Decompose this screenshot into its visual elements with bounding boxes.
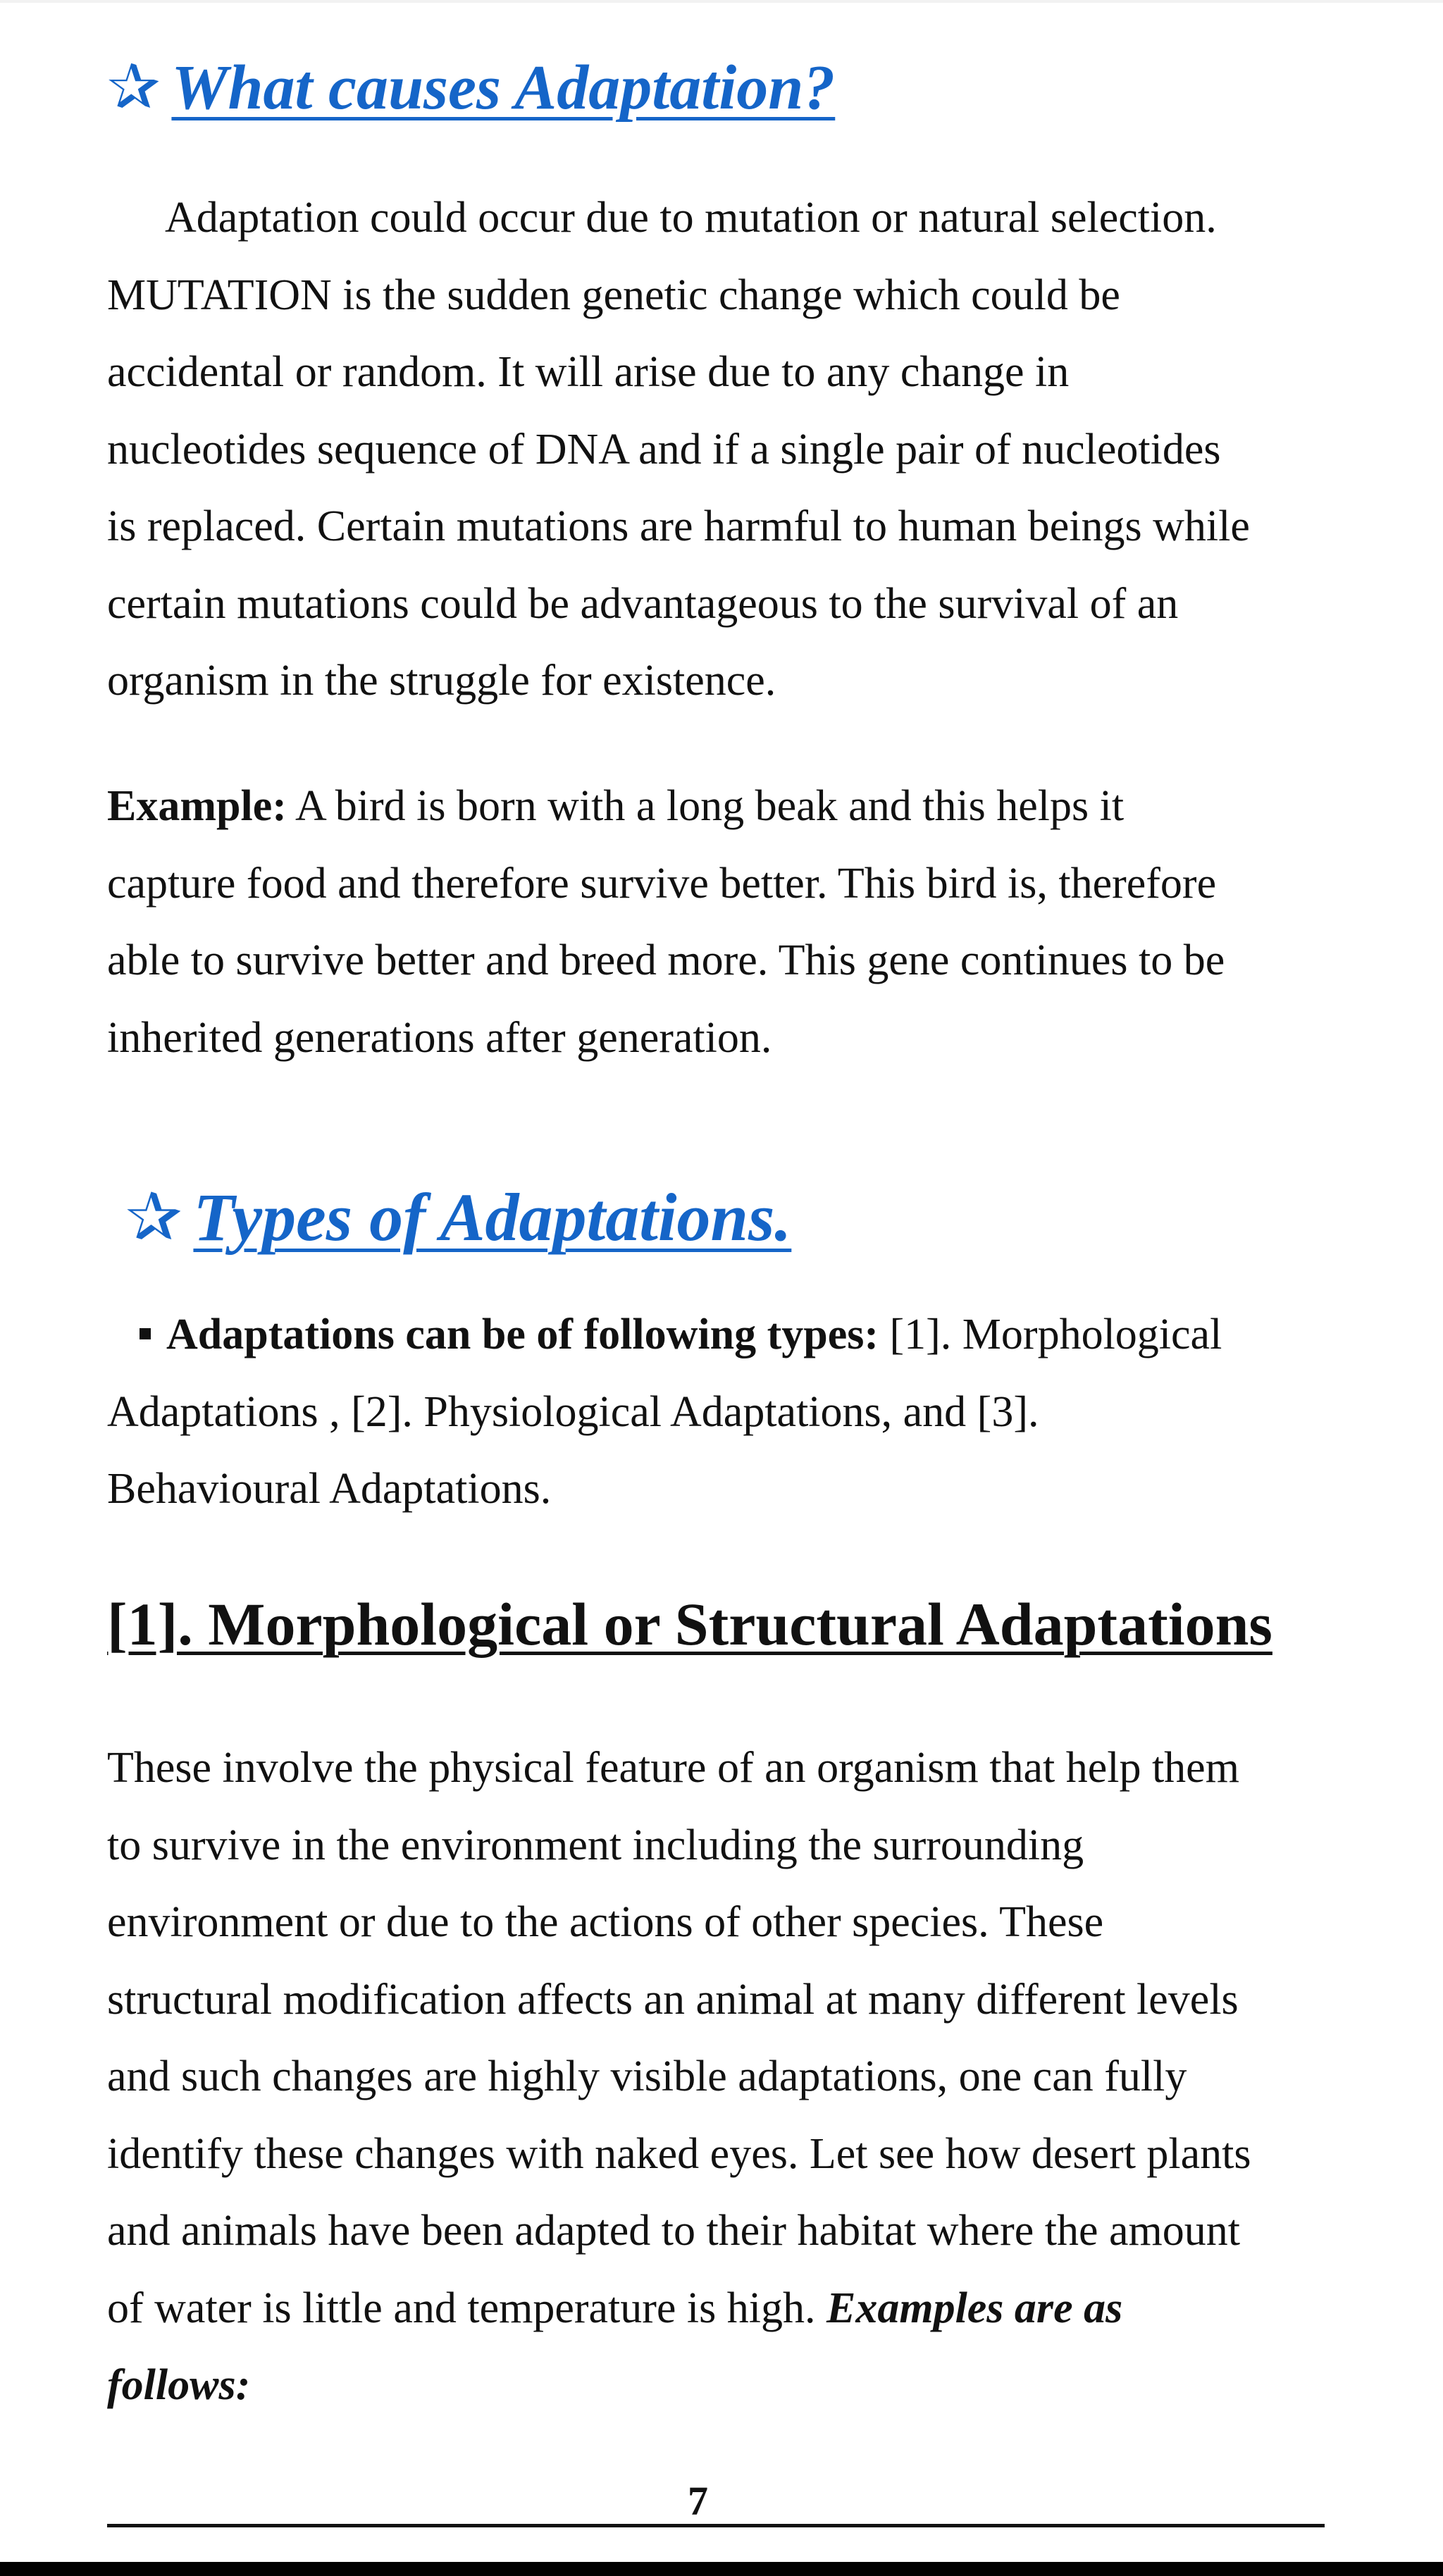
text-line: and animals have been adapted to their habitat where the amount — [107, 2207, 1240, 2255]
emphasis-examples: Examples are as — [826, 2284, 1123, 2332]
page-number: 7 — [688, 2478, 708, 2524]
text-line: nucleotides sequence of DNA and if a single pair of nucleotides — [107, 425, 1221, 473]
text-line — [107, 768, 1347, 846]
text-line — [107, 180, 1347, 257]
paragraph-morphological — [107, 1730, 1347, 2425]
square-bullet-icon — [140, 1328, 151, 1339]
text-line: Behavioural Adaptations. — [107, 1465, 552, 1513]
bullet-label: Adaptations can be of following types: — [166, 1311, 879, 1358]
text-line: certain mutations could be advantageous to the survival of an — [107, 579, 1179, 628]
emphasis-follows: follows: — [107, 2361, 251, 2409]
text-line: environment or due to the actions of other species. These — [107, 1898, 1104, 1946]
heading-what-causes-adaptation — [107, 49, 835, 127]
text-line — [107, 1296, 1347, 1374]
text-line: and such changes are highly visible adaptations, one can fully — [107, 2052, 1187, 2100]
text-line: Adaptations , [2]. Physiological Adaptations, and [3]. — [107, 1387, 1039, 1436]
heading-text: Types of Adaptations. — [193, 1179, 792, 1255]
text-line: structural modification affects an animal at many different levels — [107, 1975, 1239, 2024]
text-line: organism in the struggle for existence. — [107, 657, 776, 705]
star-outline-icon: ✰ — [107, 53, 161, 123]
page-top-edge — [0, 0, 1443, 3]
text-line-content: Adaptation could occur due to mutation or natural selection. — [165, 194, 1217, 242]
text-line: MUTATION is the sudden genetic change which could be — [107, 271, 1120, 319]
paragraph-example — [107, 768, 1347, 1077]
text-line: These involve the physical feature of an organism that help them — [107, 1744, 1239, 1792]
star-outline-icon: ✰ — [125, 1179, 182, 1255]
text-line: to survive in the environment including the surrounding — [107, 1821, 1084, 1869]
footer-divider — [107, 2524, 1325, 2527]
heading-text: What causes Adaptation? — [171, 53, 836, 123]
text-line-content: A bird is born with a long beak and this helps it — [286, 782, 1125, 830]
example-label: Example: — [107, 782, 287, 830]
text-line: capture food and therefore survive better. This bird is, therefore — [107, 859, 1217, 908]
text-line-content: of water is little and temperature is high. — [107, 2284, 826, 2332]
text-line: inherited generations after generation. — [107, 1013, 772, 1062]
heading-morphological-adaptations: [1]. Morphological or Structural Adaptations — [107, 1590, 1272, 1658]
text-line — [107, 2270, 1347, 2348]
bottom-edge-bar — [0, 2562, 1443, 2576]
text-line-content: [1]. Morphological — [879, 1311, 1222, 1358]
heading-types-of-adaptations — [125, 1177, 791, 1258]
text-line: able to survive better and breed more. This gene continues to be — [107, 936, 1225, 984]
paragraph-mutation — [107, 180, 1347, 720]
text-line: accidental or random. It will arise due to any change in — [107, 348, 1070, 396]
text-line: identify these changes with naked eyes. Let see how desert plants — [107, 2129, 1251, 2178]
paragraph-types-list — [107, 1296, 1347, 1528]
text-line: is replaced. Certain mutations are harmful to human beings while — [107, 502, 1250, 550]
